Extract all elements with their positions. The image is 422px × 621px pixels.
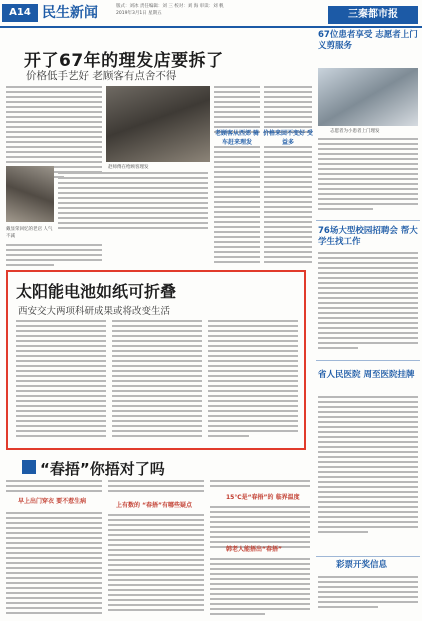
photo-caption-1: 赵师傅在给顾客理发	[108, 165, 149, 170]
lead-text-col3b	[264, 146, 312, 266]
bottom-subhead-3: 15℃是“春捂”的 临界温度	[226, 494, 300, 501]
bottom-text-col1	[6, 480, 102, 495]
lead-subhead-1: 老顾客从西郊 骑车赶来理发	[214, 130, 260, 146]
headline-marker	[22, 460, 36, 474]
page-header	[0, 0, 422, 28]
volunteer-photo	[318, 68, 418, 126]
header-meta	[116, 3, 316, 17]
feature-box	[6, 270, 306, 450]
feature-subheadline: 西安交大两项科研成果或将改变生活	[18, 306, 171, 317]
issue-date: 2019年3月1日 星期五	[116, 11, 162, 16]
feature-text-col2	[112, 320, 202, 440]
barbershop-photo	[106, 86, 210, 162]
bottom-text-col3	[210, 480, 310, 490]
sidebar-caption-1: 志愿者为小患者上门理发	[330, 129, 380, 134]
lead-headline: 开了67年的理发店要拆了	[24, 51, 224, 71]
sidebar-headline-3: 省人民医院 周至医院挂牌	[318, 370, 415, 380]
bottom-subhead-4: 韩老人能捂出“春捂”	[226, 546, 282, 553]
bottom-text-col2	[108, 480, 204, 495]
editor-line: 版式：刘冰 责任编辑：刘 三 校对：刘 海 审读：刘 帆	[116, 4, 224, 9]
sidebar-headline-1: 67位患者享受 志愿者上门义剪服务	[318, 30, 418, 51]
lead-text-middle	[58, 172, 208, 232]
sidebar-divider-2	[316, 360, 420, 361]
newspaper-logo: 三秦都市报	[328, 6, 418, 24]
sidebar-headline-2: 76场大型校园招聘会 帮大学生找工作	[318, 226, 418, 247]
lead-text-col2b	[214, 146, 260, 266]
lead-subheadline: 价格低手艺好 老顾客有点舍不得	[26, 70, 177, 82]
bottom-subhead-2: 上有数的 “春捂”有哪些疑点	[116, 502, 192, 509]
section-name: 民生新闻	[42, 5, 98, 21]
sidebar-text-2	[318, 252, 418, 352]
bottom-headline: “春捂”你捂对了吗	[40, 460, 165, 478]
sidebar-headline-4: 彩票开奖信息	[336, 560, 388, 570]
sidebar-text-4	[318, 576, 418, 611]
lead-text-col1b	[6, 244, 102, 269]
sidebar-divider-1	[316, 220, 420, 221]
sidebar-text-3	[318, 396, 418, 536]
page-number: A14	[2, 4, 38, 22]
sidebar-divider-3	[316, 556, 420, 557]
feature-text-col3	[208, 320, 298, 440]
bottom-text-col2b	[108, 514, 204, 614]
sidebar-text-1	[318, 138, 418, 213]
bottom-text-col1b	[6, 512, 102, 617]
lead-subhead-2: 价格来回不变好 受益多	[262, 130, 314, 146]
old-shop-photo	[6, 166, 54, 222]
photo-caption-2: 戴显荣回忆的老店 人气不减	[6, 227, 53, 239]
bottom-subhead-1: 早上出门穿衣 要不惹生病	[18, 498, 87, 505]
bottom-text-col3c	[210, 558, 310, 618]
feature-headline: 太阳能电池如纸可折叠	[16, 282, 177, 301]
feature-text-col1	[16, 320, 106, 440]
